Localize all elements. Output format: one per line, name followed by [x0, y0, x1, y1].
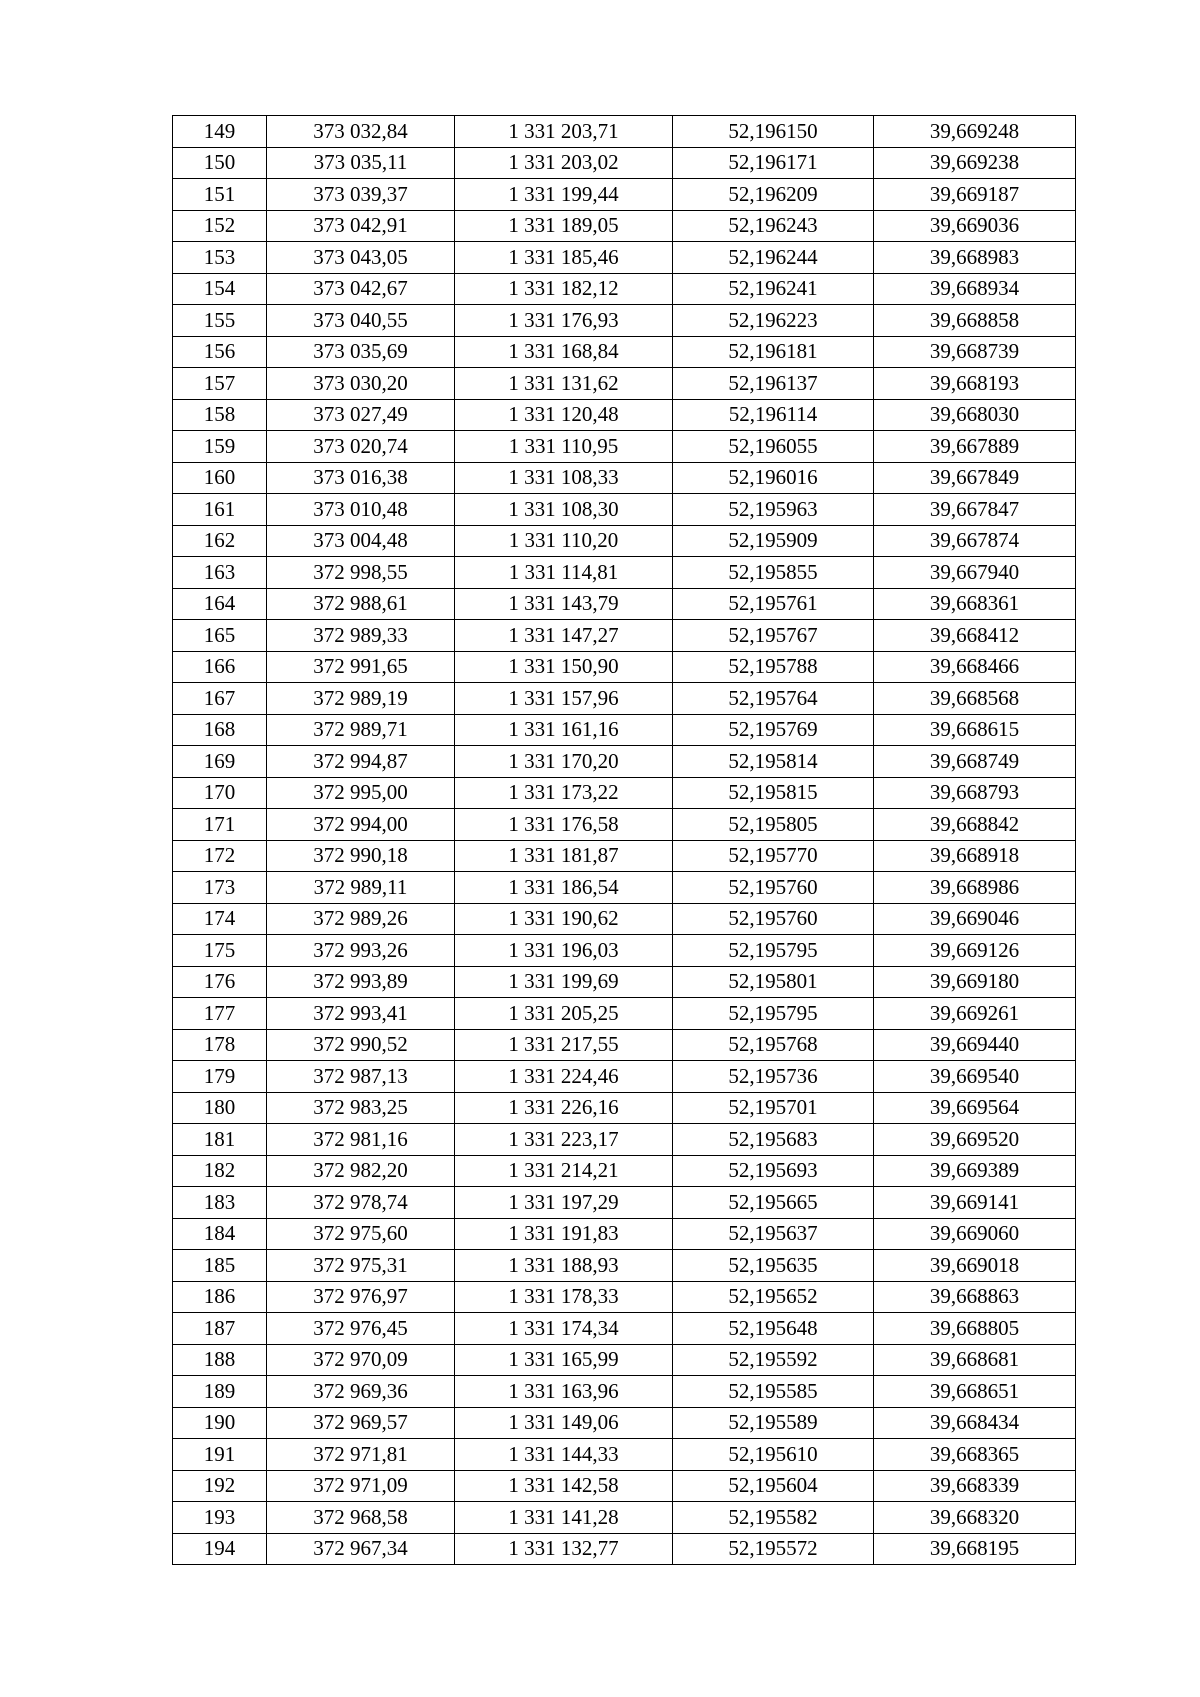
table-row: [173, 620, 1076, 652]
latitude-cell: 52,196150: [673, 116, 874, 148]
latitude-cell: 52,195736: [673, 1061, 874, 1093]
point-number-cell: 192: [173, 1470, 267, 1502]
y-coordinate-cell: 1 331 181,87: [455, 840, 673, 872]
longitude-cell: 39,667849: [874, 462, 1076, 494]
latitude-cell: 52,195770: [673, 840, 874, 872]
longitude-cell: 39,669389: [874, 1155, 1076, 1187]
latitude-cell: 52,195665: [673, 1187, 874, 1219]
table-row: [173, 305, 1076, 337]
point-number-cell: 154: [173, 273, 267, 305]
point-number-cell: 185: [173, 1250, 267, 1282]
x-coordinate-cell: 372 978,74: [267, 1187, 455, 1219]
y-coordinate-cell: 1 331 173,22: [455, 777, 673, 809]
x-coordinate-cell: 373 035,11: [267, 147, 455, 179]
latitude-cell: 52,195767: [673, 620, 874, 652]
y-coordinate-cell: 1 331 190,62: [455, 903, 673, 935]
longitude-cell: 39,669564: [874, 1092, 1076, 1124]
longitude-cell: 39,669248: [874, 116, 1076, 148]
longitude-cell: 39,667847: [874, 494, 1076, 526]
point-number-cell: 176: [173, 966, 267, 998]
longitude-cell: 39,667874: [874, 525, 1076, 557]
y-coordinate-cell: 1 331 199,69: [455, 966, 673, 998]
longitude-cell: 39,669520: [874, 1124, 1076, 1156]
x-coordinate-cell: 373 043,05: [267, 242, 455, 274]
x-coordinate-cell: 372 981,16: [267, 1124, 455, 1156]
y-coordinate-cell: 1 331 196,03: [455, 935, 673, 967]
y-coordinate-cell: 1 331 174,34: [455, 1313, 673, 1345]
latitude-cell: 52,195760: [673, 872, 874, 904]
longitude-cell: 39,668986: [874, 872, 1076, 904]
latitude-cell: 52,195855: [673, 557, 874, 589]
x-coordinate-cell: 373 042,67: [267, 273, 455, 305]
x-coordinate-cell: 372 989,26: [267, 903, 455, 935]
y-coordinate-cell: 1 331 149,06: [455, 1407, 673, 1439]
longitude-cell: 39,668193: [874, 368, 1076, 400]
point-number-cell: 186: [173, 1281, 267, 1313]
table-row: [173, 1281, 1076, 1313]
table-row: [173, 872, 1076, 904]
y-coordinate-cell: 1 331 224,46: [455, 1061, 673, 1093]
latitude-cell: 52,195815: [673, 777, 874, 809]
x-coordinate-cell: 372 988,61: [267, 588, 455, 620]
longitude-cell: 39,667889: [874, 431, 1076, 463]
point-number-cell: 175: [173, 935, 267, 967]
latitude-cell: 52,195760: [673, 903, 874, 935]
x-coordinate-cell: 373 030,20: [267, 368, 455, 400]
table-row: [173, 1502, 1076, 1534]
point-number-cell: 194: [173, 1533, 267, 1565]
latitude-cell: 52,195788: [673, 651, 874, 683]
longitude-cell: 39,668568: [874, 683, 1076, 715]
point-number-cell: 168: [173, 714, 267, 746]
table-row: [173, 1344, 1076, 1376]
latitude-cell: 52,195589: [673, 1407, 874, 1439]
x-coordinate-cell: 372 971,81: [267, 1439, 455, 1471]
point-number-cell: 149: [173, 116, 267, 148]
x-coordinate-cell: 373 039,37: [267, 179, 455, 211]
table-row: [173, 714, 1076, 746]
table-row: [173, 777, 1076, 809]
point-number-cell: 161: [173, 494, 267, 526]
table-row: [173, 1533, 1076, 1565]
y-coordinate-cell: 1 331 176,93: [455, 305, 673, 337]
latitude-cell: 52,195604: [673, 1470, 874, 1502]
y-coordinate-cell: 1 331 185,46: [455, 242, 673, 274]
point-number-cell: 167: [173, 683, 267, 715]
longitude-cell: 39,668983: [874, 242, 1076, 274]
x-coordinate-cell: 372 983,25: [267, 1092, 455, 1124]
latitude-cell: 52,195795: [673, 935, 874, 967]
y-coordinate-cell: 1 331 143,79: [455, 588, 673, 620]
y-coordinate-cell: 1 331 226,16: [455, 1092, 673, 1124]
longitude-cell: 39,667940: [874, 557, 1076, 589]
longitude-cell: 39,669018: [874, 1250, 1076, 1282]
y-coordinate-cell: 1 331 114,81: [455, 557, 673, 589]
y-coordinate-cell: 1 331 110,95: [455, 431, 673, 463]
longitude-cell: 39,669540: [874, 1061, 1076, 1093]
x-coordinate-cell: 373 035,69: [267, 336, 455, 368]
point-number-cell: 174: [173, 903, 267, 935]
x-coordinate-cell: 372 993,41: [267, 998, 455, 1030]
table-row: [173, 462, 1076, 494]
point-number-cell: 156: [173, 336, 267, 368]
latitude-cell: 52,195801: [673, 966, 874, 998]
y-coordinate-cell: 1 331 223,17: [455, 1124, 673, 1156]
point-number-cell: 181: [173, 1124, 267, 1156]
longitude-cell: 39,668842: [874, 809, 1076, 841]
latitude-cell: 52,195693: [673, 1155, 874, 1187]
x-coordinate-cell: 372 990,18: [267, 840, 455, 872]
latitude-cell: 52,196223: [673, 305, 874, 337]
y-coordinate-cell: 1 331 203,71: [455, 116, 673, 148]
latitude-cell: 52,195585: [673, 1376, 874, 1408]
longitude-cell: 39,668681: [874, 1344, 1076, 1376]
y-coordinate-cell: 1 331 170,20: [455, 746, 673, 778]
point-number-cell: 179: [173, 1061, 267, 1093]
longitude-cell: 39,669141: [874, 1187, 1076, 1219]
latitude-cell: 52,195764: [673, 683, 874, 715]
latitude-cell: 52,195814: [673, 746, 874, 778]
x-coordinate-cell: 372 971,09: [267, 1470, 455, 1502]
y-coordinate-cell: 1 331 141,28: [455, 1502, 673, 1534]
y-coordinate-cell: 1 331 186,54: [455, 872, 673, 904]
latitude-cell: 52,195572: [673, 1533, 874, 1565]
x-coordinate-cell: 372 990,52: [267, 1029, 455, 1061]
y-coordinate-cell: 1 331 161,16: [455, 714, 673, 746]
point-number-cell: 166: [173, 651, 267, 683]
latitude-cell: 52,195683: [673, 1124, 874, 1156]
x-coordinate-cell: 372 975,31: [267, 1250, 455, 1282]
longitude-cell: 39,668361: [874, 588, 1076, 620]
longitude-cell: 39,669060: [874, 1218, 1076, 1250]
y-coordinate-cell: 1 331 150,90: [455, 651, 673, 683]
coordinates-table-body: [173, 116, 1076, 1565]
longitude-cell: 39,669180: [874, 966, 1076, 998]
table-row: [173, 1439, 1076, 1471]
point-number-cell: 172: [173, 840, 267, 872]
point-number-cell: 162: [173, 525, 267, 557]
y-coordinate-cell: 1 331 108,33: [455, 462, 673, 494]
x-coordinate-cell: 372 987,13: [267, 1061, 455, 1093]
table-row: [173, 557, 1076, 589]
y-coordinate-cell: 1 331 178,33: [455, 1281, 673, 1313]
y-coordinate-cell: 1 331 176,58: [455, 809, 673, 841]
longitude-cell: 39,669187: [874, 179, 1076, 211]
longitude-cell: 39,668863: [874, 1281, 1076, 1313]
longitude-cell: 39,668793: [874, 777, 1076, 809]
x-coordinate-cell: 373 032,84: [267, 116, 455, 148]
latitude-cell: 52,195805: [673, 809, 874, 841]
table-row: [173, 1061, 1076, 1093]
latitude-cell: 52,196055: [673, 431, 874, 463]
y-coordinate-cell: 1 331 157,96: [455, 683, 673, 715]
y-coordinate-cell: 1 331 147,27: [455, 620, 673, 652]
x-coordinate-cell: 372 998,55: [267, 557, 455, 589]
y-coordinate-cell: 1 331 189,05: [455, 210, 673, 242]
table-row: [173, 1407, 1076, 1439]
y-coordinate-cell: 1 331 163,96: [455, 1376, 673, 1408]
table-row: [173, 651, 1076, 683]
table-row: [173, 903, 1076, 935]
longitude-cell: 39,669126: [874, 935, 1076, 967]
latitude-cell: 52,195963: [673, 494, 874, 526]
latitude-cell: 52,195768: [673, 1029, 874, 1061]
x-coordinate-cell: 372 993,26: [267, 935, 455, 967]
longitude-cell: 39,668320: [874, 1502, 1076, 1534]
x-coordinate-cell: 372 989,19: [267, 683, 455, 715]
point-number-cell: 173: [173, 872, 267, 904]
longitude-cell: 39,668434: [874, 1407, 1076, 1439]
point-number-cell: 170: [173, 777, 267, 809]
table-row: [173, 273, 1076, 305]
point-number-cell: 171: [173, 809, 267, 841]
point-number-cell: 150: [173, 147, 267, 179]
point-number-cell: 164: [173, 588, 267, 620]
x-coordinate-cell: 372 967,34: [267, 1533, 455, 1565]
x-coordinate-cell: 373 040,55: [267, 305, 455, 337]
table-row: [173, 431, 1076, 463]
longitude-cell: 39,668858: [874, 305, 1076, 337]
y-coordinate-cell: 1 331 132,77: [455, 1533, 673, 1565]
longitude-cell: 39,668934: [874, 273, 1076, 305]
point-number-cell: 189: [173, 1376, 267, 1408]
point-number-cell: 183: [173, 1187, 267, 1219]
longitude-cell: 39,669261: [874, 998, 1076, 1030]
longitude-cell: 39,668339: [874, 1470, 1076, 1502]
point-number-cell: 180: [173, 1092, 267, 1124]
y-coordinate-cell: 1 331 199,44: [455, 179, 673, 211]
latitude-cell: 52,195909: [673, 525, 874, 557]
latitude-cell: 52,196171: [673, 147, 874, 179]
point-number-cell: 191: [173, 1439, 267, 1471]
table-row: [173, 809, 1076, 841]
x-coordinate-cell: 373 042,91: [267, 210, 455, 242]
y-coordinate-cell: 1 331 205,25: [455, 998, 673, 1030]
longitude-cell: 39,669046: [874, 903, 1076, 935]
point-number-cell: 158: [173, 399, 267, 431]
table-row: [173, 494, 1076, 526]
latitude-cell: 52,196241: [673, 273, 874, 305]
latitude-cell: 52,195635: [673, 1250, 874, 1282]
table-row: [173, 1092, 1076, 1124]
latitude-cell: 52,196114: [673, 399, 874, 431]
point-number-cell: 165: [173, 620, 267, 652]
table-row: [173, 368, 1076, 400]
table-row: [173, 242, 1076, 274]
x-coordinate-cell: 372 994,00: [267, 809, 455, 841]
table-row: [173, 525, 1076, 557]
table-row: [173, 1218, 1076, 1250]
point-number-cell: 169: [173, 746, 267, 778]
point-number-cell: 153: [173, 242, 267, 274]
y-coordinate-cell: 1 331 131,62: [455, 368, 673, 400]
table-row: [173, 966, 1076, 998]
latitude-cell: 52,196181: [673, 336, 874, 368]
x-coordinate-cell: 372 968,58: [267, 1502, 455, 1534]
latitude-cell: 52,196137: [673, 368, 874, 400]
point-number-cell: 177: [173, 998, 267, 1030]
point-number-cell: 187: [173, 1313, 267, 1345]
x-coordinate-cell: 372 976,97: [267, 1281, 455, 1313]
table-row: [173, 147, 1076, 179]
x-coordinate-cell: 373 027,49: [267, 399, 455, 431]
table-row: [173, 1470, 1076, 1502]
table-row: [173, 1029, 1076, 1061]
latitude-cell: 52,195701: [673, 1092, 874, 1124]
latitude-cell: 52,195637: [673, 1218, 874, 1250]
x-coordinate-cell: 373 016,38: [267, 462, 455, 494]
point-number-cell: 178: [173, 1029, 267, 1061]
x-coordinate-cell: 372 994,87: [267, 746, 455, 778]
point-number-cell: 182: [173, 1155, 267, 1187]
y-coordinate-cell: 1 331 191,83: [455, 1218, 673, 1250]
longitude-cell: 39,669238: [874, 147, 1076, 179]
table-row: [173, 1187, 1076, 1219]
longitude-cell: 39,668195: [874, 1533, 1076, 1565]
latitude-cell: 52,195795: [673, 998, 874, 1030]
x-coordinate-cell: 372 970,09: [267, 1344, 455, 1376]
x-coordinate-cell: 373 010,48: [267, 494, 455, 526]
point-number-cell: 159: [173, 431, 267, 463]
table-row: [173, 116, 1076, 148]
table-row: [173, 1376, 1076, 1408]
y-coordinate-cell: 1 331 110,20: [455, 525, 673, 557]
x-coordinate-cell: 372 993,89: [267, 966, 455, 998]
point-number-cell: 163: [173, 557, 267, 589]
latitude-cell: 52,196244: [673, 242, 874, 274]
longitude-cell: 39,668739: [874, 336, 1076, 368]
point-number-cell: 155: [173, 305, 267, 337]
latitude-cell: 52,196016: [673, 462, 874, 494]
table-row: [173, 399, 1076, 431]
table-row: [173, 1250, 1076, 1282]
latitude-cell: 52,195592: [673, 1344, 874, 1376]
longitude-cell: 39,669440: [874, 1029, 1076, 1061]
x-coordinate-cell: 372 982,20: [267, 1155, 455, 1187]
x-coordinate-cell: 372 969,57: [267, 1407, 455, 1439]
longitude-cell: 39,668466: [874, 651, 1076, 683]
latitude-cell: 52,195610: [673, 1439, 874, 1471]
point-number-cell: 184: [173, 1218, 267, 1250]
y-coordinate-cell: 1 331 168,84: [455, 336, 673, 368]
latitude-cell: 52,195769: [673, 714, 874, 746]
x-coordinate-cell: 373 020,74: [267, 431, 455, 463]
longitude-cell: 39,668918: [874, 840, 1076, 872]
table-row: [173, 1155, 1076, 1187]
point-number-cell: 157: [173, 368, 267, 400]
point-number-cell: 188: [173, 1344, 267, 1376]
table-row: [173, 998, 1076, 1030]
longitude-cell: 39,668365: [874, 1439, 1076, 1471]
coordinates-table: [172, 115, 1076, 1565]
point-number-cell: 193: [173, 1502, 267, 1534]
table-row: [173, 179, 1076, 211]
y-coordinate-cell: 1 331 120,48: [455, 399, 673, 431]
x-coordinate-cell: 372 969,36: [267, 1376, 455, 1408]
table-row: [173, 336, 1076, 368]
table-row: [173, 1313, 1076, 1345]
table-row: [173, 935, 1076, 967]
longitude-cell: 39,668615: [874, 714, 1076, 746]
latitude-cell: 52,195652: [673, 1281, 874, 1313]
point-number-cell: 190: [173, 1407, 267, 1439]
y-coordinate-cell: 1 331 217,55: [455, 1029, 673, 1061]
y-coordinate-cell: 1 331 108,30: [455, 494, 673, 526]
latitude-cell: 52,195761: [673, 588, 874, 620]
table-row: [173, 746, 1076, 778]
latitude-cell: 52,196209: [673, 179, 874, 211]
table-row: [173, 683, 1076, 715]
x-coordinate-cell: 372 991,65: [267, 651, 455, 683]
table-row: [173, 840, 1076, 872]
table-row: [173, 210, 1076, 242]
y-coordinate-cell: 1 331 144,33: [455, 1439, 673, 1471]
y-coordinate-cell: 1 331 142,58: [455, 1470, 673, 1502]
longitude-cell: 39,668651: [874, 1376, 1076, 1408]
x-coordinate-cell: 372 989,11: [267, 872, 455, 904]
table-row: [173, 1124, 1076, 1156]
longitude-cell: 39,668749: [874, 746, 1076, 778]
y-coordinate-cell: 1 331 182,12: [455, 273, 673, 305]
y-coordinate-cell: 1 331 197,29: [455, 1187, 673, 1219]
x-coordinate-cell: 372 989,71: [267, 714, 455, 746]
y-coordinate-cell: 1 331 188,93: [455, 1250, 673, 1282]
latitude-cell: 52,196243: [673, 210, 874, 242]
x-coordinate-cell: 372 995,00: [267, 777, 455, 809]
longitude-cell: 39,668412: [874, 620, 1076, 652]
longitude-cell: 39,668805: [874, 1313, 1076, 1345]
x-coordinate-cell: 372 976,45: [267, 1313, 455, 1345]
latitude-cell: 52,195582: [673, 1502, 874, 1534]
table-row: [173, 588, 1076, 620]
y-coordinate-cell: 1 331 214,21: [455, 1155, 673, 1187]
point-number-cell: 151: [173, 179, 267, 211]
y-coordinate-cell: 1 331 165,99: [455, 1344, 673, 1376]
latitude-cell: 52,195648: [673, 1313, 874, 1345]
x-coordinate-cell: 373 004,48: [267, 525, 455, 557]
point-number-cell: 152: [173, 210, 267, 242]
longitude-cell: 39,668030: [874, 399, 1076, 431]
x-coordinate-cell: 372 975,60: [267, 1218, 455, 1250]
x-coordinate-cell: 372 989,33: [267, 620, 455, 652]
y-coordinate-cell: 1 331 203,02: [455, 147, 673, 179]
longitude-cell: 39,669036: [874, 210, 1076, 242]
point-number-cell: 160: [173, 462, 267, 494]
